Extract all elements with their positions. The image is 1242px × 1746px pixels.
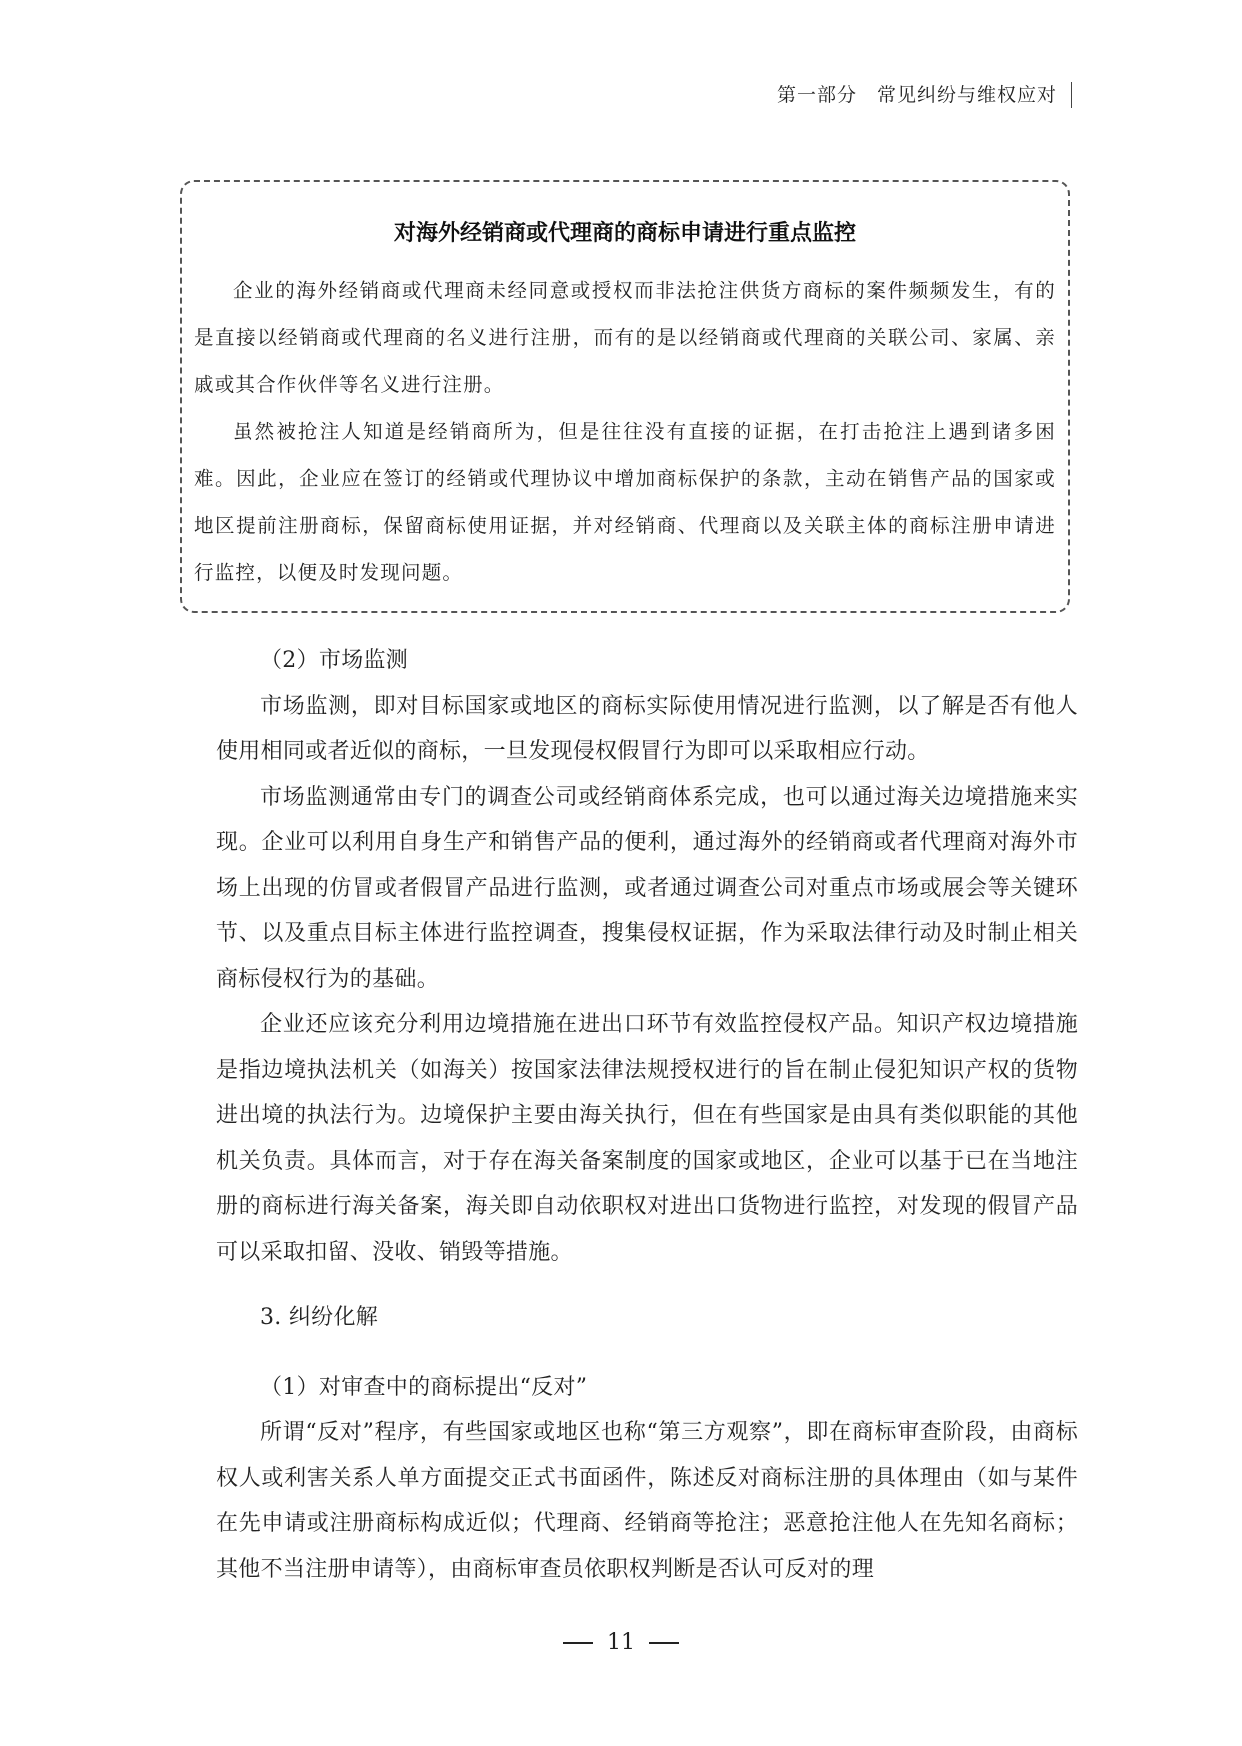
box-paragraph: 虽然被抢注人知道是经销商所为，但是往往没有直接的证据，在打击抢注上遇到诸多困难。因此，企业应在签订的经销或代理协议中增加商标保护的条款，主动在销售产品的国家或地区提前注册商标，保留商标使用证据，并对经销商、代理商以及关联主体的商标注册申请进行监控，以便及时发现问题。: [194, 420, 1056, 584]
box-body: [194, 267, 1056, 596]
box-title: 对海外经销商或代理商的商标申请进行重点监控: [393, 221, 856, 246]
footer-dash-left: [563, 1642, 593, 1644]
paragraph: 所谓“反对”程序，有些国家或地区也称“第三方观察”，即在商标审查阶段，由商标权人或利害关系人单方面提交正式书面函件，陈述反对商标注册的具体理由（如与某件在先申请或注册商标构成近似；代理商、经销商等抢注；恶意抢注他人在先知名商标；其他不当注册申请等），由商标审查员依职权判断是否认可反对的理: [216, 1420, 1078, 1582]
running-header: 第一部分 常见纠纷与维权应对: [777, 82, 1072, 108]
footer-dash-right: [649, 1642, 679, 1644]
page-footer: [0, 1630, 1242, 1655]
highlight-box: [180, 180, 1070, 613]
subheading-market-monitoring: （2）市场监测: [260, 648, 409, 673]
box-paragraph: 企业的海外经销商或代理商未经同意或授权而非法抢注供货方商标的案件频频发生，有的是直接以经销商或代理商的名义进行注册，而有的是以经销商或代理商的关联公司、家属、亲戚或其合作伙伴等名义进行注册。: [194, 279, 1056, 396]
page-number: 11: [607, 1630, 635, 1655]
paragraph: 市场监测通常由专门的调查公司或经销商体系完成，也可以通过海关边境措施来实现。企业可以利用自身生产和销售产品的便利，通过海外的经销商或者代理商对海外市场上出现的仿冒或者假冒产品进行监测，或者通过调查公司对重点市场或展会等关键环节、以及重点目标主体进行监控调查，搜集侵权证据，作为采取法律行动及时制止相关商标侵权行为的基础。: [216, 784, 1078, 992]
paragraph: 市场监测，即对目标国家或地区的商标实际使用情况进行监测，以了解是否有他人使用相同或者近似的商标，一旦发现侵权假冒行为即可以采取相应行动。: [216, 693, 1078, 764]
main-content: [216, 638, 1078, 1592]
paragraph: 企业还应该充分利用边境措施在进出口环节有效监控侵权产品。知识产权边境措施是指边境执法机关（如海关）按国家法律法规授权进行的旨在制止侵犯知识产权的货物进出境的执法行为。边境保护主要由海关执行，但在有些国家是由具有类似职能的其他机关负责。具体而言，对于存在海关备案制度的国家或地区，企业可以基于已在当地注册的商标进行海关备案，海关即自动依职权对进出口货物进行监控，对发现的假冒产品可以采取扣留、没收、销毁等措施。: [216, 1012, 1078, 1265]
subheading-opposition: （1）对审查中的商标提出“反对”: [260, 1374, 588, 1400]
section-heading-dispute-resolution: 3. 纠纷化解: [260, 1305, 379, 1330]
